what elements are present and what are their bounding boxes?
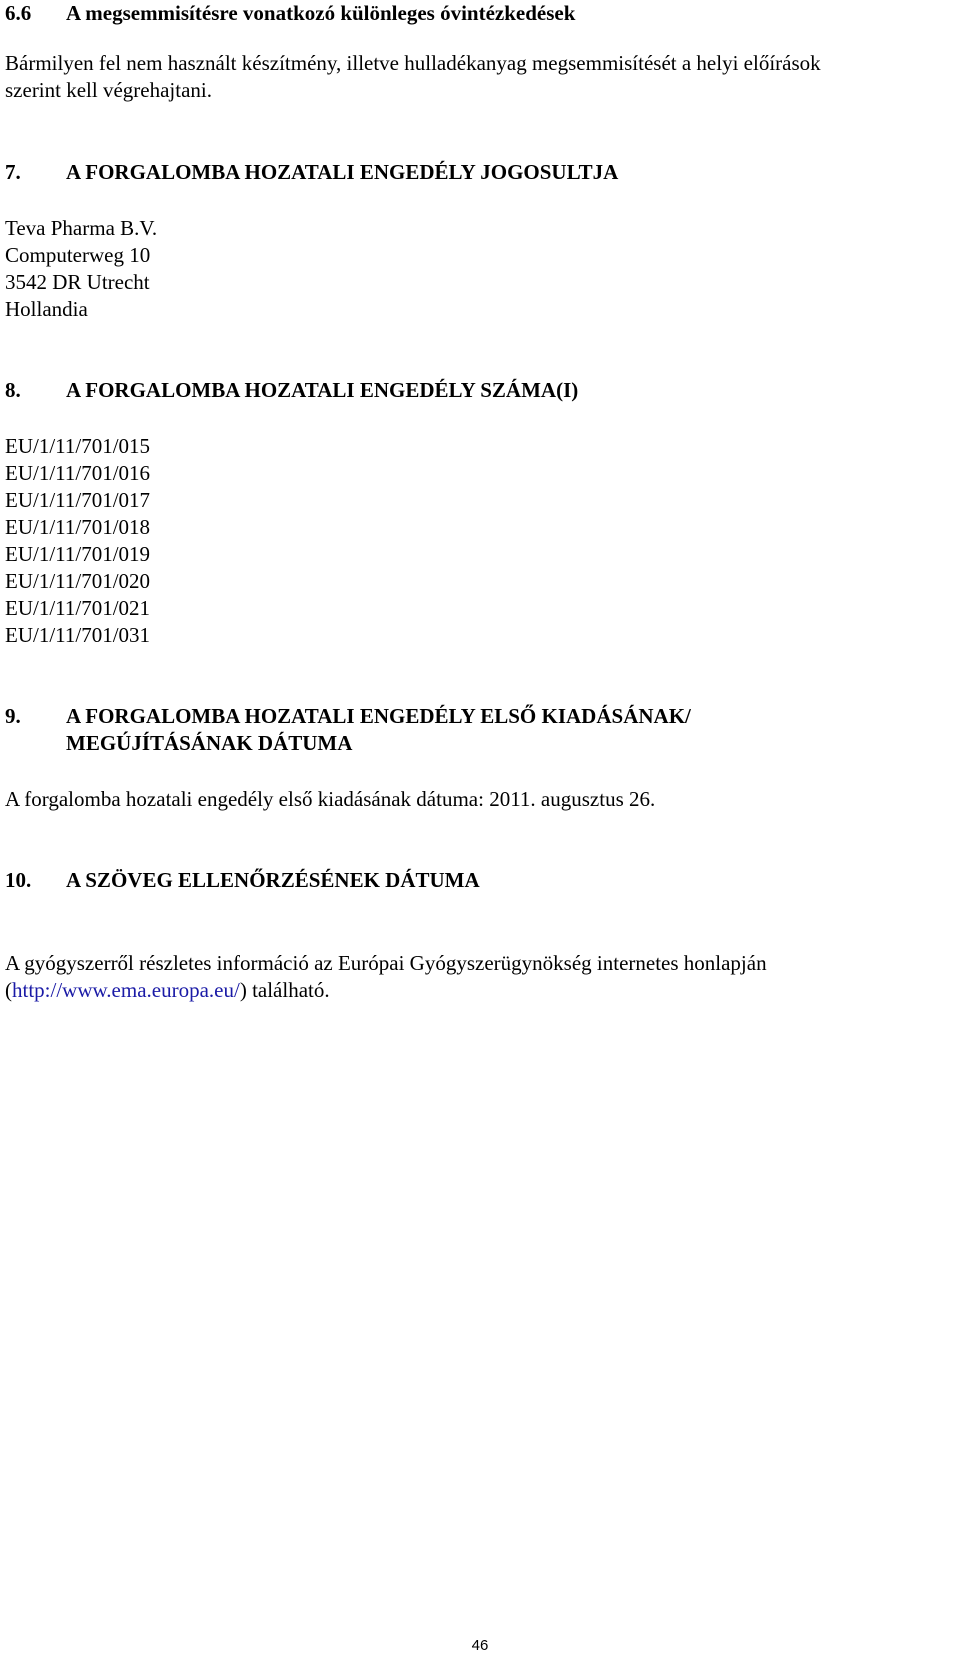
- trailing-text: ) található.: [239, 978, 330, 1002]
- ema-website-link[interactable]: http://www.ema.europa.eu/: [12, 978, 240, 1002]
- section-7-heading: [5, 159, 618, 186]
- city-address: 3542 DR Utrecht: [5, 270, 150, 294]
- section-6-6-body: [5, 50, 821, 104]
- section-number: 10.: [5, 868, 32, 892]
- section-number: 8.: [5, 378, 21, 402]
- section-6-6-heading: [5, 0, 575, 27]
- body-line: Bármilyen fel nem használt készítmény, illetve hulladékanyag megsemmisítését a helyi előírások: [5, 51, 821, 75]
- body-line: szerint kell végrehajtani.: [5, 78, 212, 102]
- first-authorisation-date: A forgalomba hozatali engedély első kiadásának dátuma: 2011. augusztus 26.: [5, 787, 656, 811]
- section-number: 7.: [5, 160, 21, 184]
- authorisation-number: EU/1/11/701/031: [5, 623, 151, 647]
- section-number: 9.: [5, 704, 21, 728]
- section-title-line-2: MEGÚJÍTÁSÁNAK DÁTUMA: [66, 731, 353, 755]
- section-title: A FORGALOMBA HOZATALI ENGEDÉLY JOGOSULTJA: [66, 160, 619, 184]
- country: Hollandia: [5, 297, 88, 321]
- authorisation-number-list: [5, 433, 150, 649]
- section-9-heading: [5, 703, 691, 757]
- section-9-body: [5, 786, 655, 813]
- authorisation-number: EU/1/11/701/018: [5, 515, 151, 539]
- street-address: Computerweg 10: [5, 243, 151, 267]
- authorisation-number: EU/1/11/701/015: [5, 434, 151, 458]
- paren-open: (: [5, 978, 12, 1002]
- authorisation-number: EU/1/11/701/016: [5, 461, 151, 485]
- section-title: A megsemmisítésre vonatkozó különleges óvintézkedések: [66, 1, 576, 25]
- marketing-authorisation-holder-address: [5, 215, 157, 323]
- section-10-heading: [5, 867, 480, 894]
- authorisation-number: EU/1/11/701/017: [5, 488, 151, 512]
- authorisation-number: EU/1/11/701/021: [5, 596, 151, 620]
- section-number: 6.6: [5, 1, 32, 25]
- section-title: A SZÖVEG ELLENŐRZÉSÉNEK DÁTUMA: [66, 868, 480, 892]
- section-10-body: [5, 950, 767, 1004]
- company-name: Teva Pharma B.V.: [5, 216, 158, 240]
- body-line: A gyógyszerről részletes információ az Európai Gyógyszerügynökség internetes honlapján: [5, 951, 767, 975]
- authorisation-number: EU/1/11/701/019: [5, 542, 151, 566]
- authorisation-number: EU/1/11/701/020: [5, 569, 151, 593]
- section-title: [66, 703, 691, 757]
- section-title-line-1: A FORGALOMBA HOZATALI ENGEDÉLY ELSŐ KIADÁSÁNAK/: [66, 704, 691, 728]
- body-line: [5, 977, 767, 1004]
- section-title: A FORGALOMBA HOZATALI ENGEDÉLY SZÁMA(I): [66, 378, 579, 402]
- section-8-heading: [5, 377, 578, 404]
- page-number: 46: [471, 1637, 489, 1654]
